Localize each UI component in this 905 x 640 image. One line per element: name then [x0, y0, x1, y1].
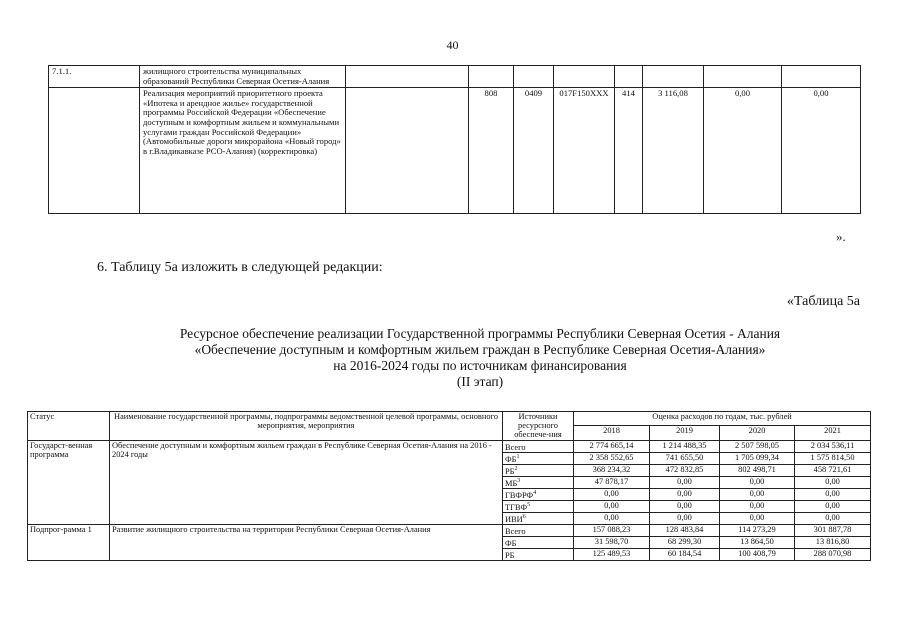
year-header: 2021 [795, 426, 871, 440]
value-cell: 1 214 488,35 [650, 440, 720, 452]
source-label: ФБ [505, 454, 517, 464]
value-cell: 60 184,54 [650, 548, 720, 560]
value-cell: 0,00 [795, 476, 871, 488]
resource-table [27, 411, 871, 561]
source-cell [503, 536, 574, 548]
value-cell: 13 864,50 [720, 536, 795, 548]
row-name: Реализация мероприятий приоритетного проекта «Ипотека и арендное жилье» государственной программы Российской Федерации «Обеспечение доступным и комфортным жильем и коммунальными услугами граждан Российской Федерации» (Автомобильные дороги микрорайона «Новый город» в г.Владикавказе РСО-Алания) (корректировка) [140, 88, 346, 214]
source-cell [503, 464, 574, 476]
value-cell: 368 234,32 [574, 464, 650, 476]
source-label: ФБ [505, 538, 517, 548]
value-cell: 0,00 [650, 500, 720, 512]
source-cell [503, 524, 574, 536]
instruction-text: 6. Таблицу 5а изложить в следующей редакции: [97, 260, 383, 275]
source-label: РБ [505, 466, 515, 476]
header-row [28, 412, 871, 426]
source-cell [503, 500, 574, 512]
source-label: Всего [505, 442, 526, 452]
resource-table-body [28, 440, 871, 560]
value-cell: 0,00 [720, 488, 795, 500]
document-title: Ресурсное обеспечение реализации Государственной программы Республики Северная Осетия - Алания «Обеспечение доступным и комфортным жильем граждан в Республике Северная Осетия-Алания» на 2016-2024 годы по источникам финансирования (II этап) [179, 326, 781, 389]
closing-quote: ». [836, 229, 846, 244]
source-cell [503, 452, 574, 464]
source-cell [503, 476, 574, 488]
value-cell: 100 408,79 [720, 548, 795, 560]
value-cell: 288 070,98 [795, 548, 871, 560]
footnote-mark: 1 [516, 453, 520, 460]
status-cell: Государст-венная программа [28, 440, 110, 524]
value-cell: 0,00 [574, 488, 650, 500]
budget-table-continued [48, 65, 861, 214]
source-label: РБ [505, 550, 515, 560]
value-cell: 0,00 [720, 476, 795, 488]
value-cell: 1 575 814,50 [795, 452, 871, 464]
value-cell: 458 721,61 [795, 464, 871, 476]
source-cell [503, 440, 574, 452]
year-header: 2019 [650, 426, 720, 440]
csr-cell: 017F150XXX [554, 88, 615, 214]
value-cell: 0,00 [704, 88, 782, 214]
rzpr-cell: 0409 [514, 88, 554, 214]
value-cell: 0,00 [795, 512, 871, 524]
value-cell: 0,00 [650, 512, 720, 524]
value-cell: 2 034 536,11 [795, 440, 871, 452]
value-cell: 802 498,71 [720, 464, 795, 476]
value-cell: 2 358 552,65 [574, 452, 650, 464]
source-cell [503, 512, 574, 524]
value-cell: 3 116,08 [643, 88, 704, 214]
table-row [28, 524, 871, 536]
source-cell [503, 548, 574, 560]
source-label: ИВИ [505, 514, 523, 524]
value-cell: 0,00 [720, 512, 795, 524]
row-name: жилищного строительства муниципальных образований Республики Северная Осетия-Алания [140, 66, 346, 88]
estimate-header: Оценка расходов по годам, тыс. рублей [574, 412, 871, 426]
value-cell: 0,00 [795, 488, 871, 500]
value-cell: 0,00 [574, 500, 650, 512]
value-cell: 0,00 [720, 500, 795, 512]
value-cell: 125 489,53 [574, 548, 650, 560]
value-cell: 2 507 598,05 [720, 440, 795, 452]
grbs-cell: 808 [469, 88, 514, 214]
value-cell: 0,00 [650, 476, 720, 488]
source-label: ГВФРФ [505, 490, 534, 500]
value-cell: 741 655,50 [650, 452, 720, 464]
value-cell: 0,00 [782, 88, 861, 214]
value-cell: 128 483,84 [650, 524, 720, 536]
source-label: ТГВФ [505, 502, 528, 512]
year-header: 2020 [720, 426, 795, 440]
source-label: Всего [505, 526, 526, 536]
row-code: 7.1.1. [49, 66, 140, 88]
footnote-mark: 6 [522, 513, 526, 520]
program-name-cell: Обеспечение доступным и комфортным жильем граждан в Республике Северная Осетия-Алания на 2016 - 2024 годы [110, 440, 503, 524]
table-label: «Таблица 5а [786, 294, 860, 309]
value-cell: 47 878,17 [574, 476, 650, 488]
value-cell: 1 705 099,34 [720, 452, 795, 464]
value-cell: 68 299,30 [650, 536, 720, 548]
source-label: МБ [505, 478, 518, 488]
value-cell: 114 273,29 [720, 524, 795, 536]
value-cell: 2 774 665,14 [574, 440, 650, 452]
footnote-mark: 5 [527, 501, 531, 508]
status-header: Статус [28, 412, 110, 441]
table-row [49, 88, 861, 214]
program-name-cell: Развитие жилищного строительства на территории Республики Северная Осетия-Алания [110, 524, 503, 560]
value-cell: 0,00 [574, 512, 650, 524]
value-cell: 0,00 [650, 488, 720, 500]
table-row [28, 440, 871, 452]
source-cell [503, 488, 574, 500]
sources-header: Источники ресурсного обеспече-ния [503, 412, 574, 441]
value-cell: 301 887,78 [795, 524, 871, 536]
footnote-mark: 3 [517, 477, 521, 484]
footnote-mark: 2 [514, 465, 518, 472]
value-cell: 0,00 [795, 500, 871, 512]
vr-cell: 414 [615, 88, 643, 214]
value-cell: 13 816,80 [795, 536, 871, 548]
year-header: 2018 [574, 426, 650, 440]
status-cell: Подпрог-рамма 1 [28, 524, 110, 560]
value-cell: 157 088,23 [574, 524, 650, 536]
page-number: 40 [446, 38, 459, 52]
footnote-mark: 4 [533, 489, 537, 496]
table-row [49, 66, 861, 88]
name-header: Наименование государственной программы, подпрограммы ведомственной целевой программы, основного мероприятия, мероприятия [110, 412, 503, 441]
value-cell: 472 832,85 [650, 464, 720, 476]
value-cell: 31 598,70 [574, 536, 650, 548]
